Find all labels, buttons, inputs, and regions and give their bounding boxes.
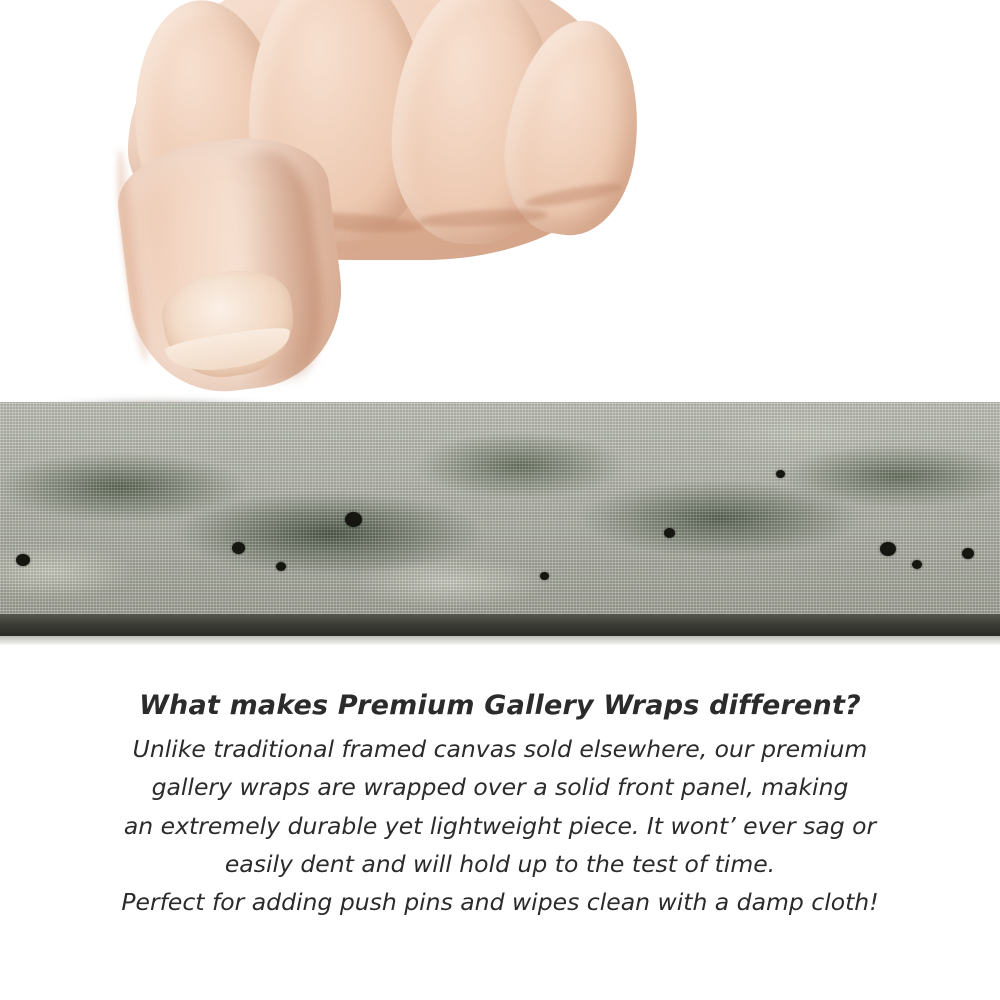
artwork-speck <box>232 542 245 554</box>
gallery-wrap-canvas <box>0 402 1000 645</box>
artwork-speck <box>16 554 30 566</box>
caption-block <box>0 690 1000 921</box>
canvas-artwork-surface <box>0 402 1000 614</box>
canvas-side-edge <box>0 614 1000 636</box>
hand-illustration <box>88 0 658 430</box>
caption-line: Perfect for adding push pins and wipes clean with a damp cloth! <box>121 887 879 916</box>
artwork-speck <box>912 560 922 569</box>
artwork-speck <box>540 572 549 580</box>
caption-line: easily dent and will hold up to the test of time. <box>224 849 776 878</box>
canvas-weave-texture <box>0 402 1000 614</box>
artwork-speck <box>880 542 896 556</box>
artwork-speck <box>664 528 675 538</box>
caption-body <box>0 730 1000 920</box>
artwork-speck <box>345 512 362 527</box>
canvas-drop-shadow <box>0 636 1000 645</box>
artwork-speck <box>962 548 974 559</box>
caption-title: What makes Premium Gallery Wraps different? <box>139 690 861 721</box>
artwork-speck <box>776 470 785 478</box>
caption-line: Unlike traditional framed canvas sold elsewhere, our premium <box>132 735 868 764</box>
artwork-speck <box>276 562 286 571</box>
caption-line: gallery wraps are wrapped over a solid front panel, making <box>151 773 849 802</box>
caption-line: an extremely durable yet lightweight piece. It wont’ ever sag or <box>123 811 877 840</box>
